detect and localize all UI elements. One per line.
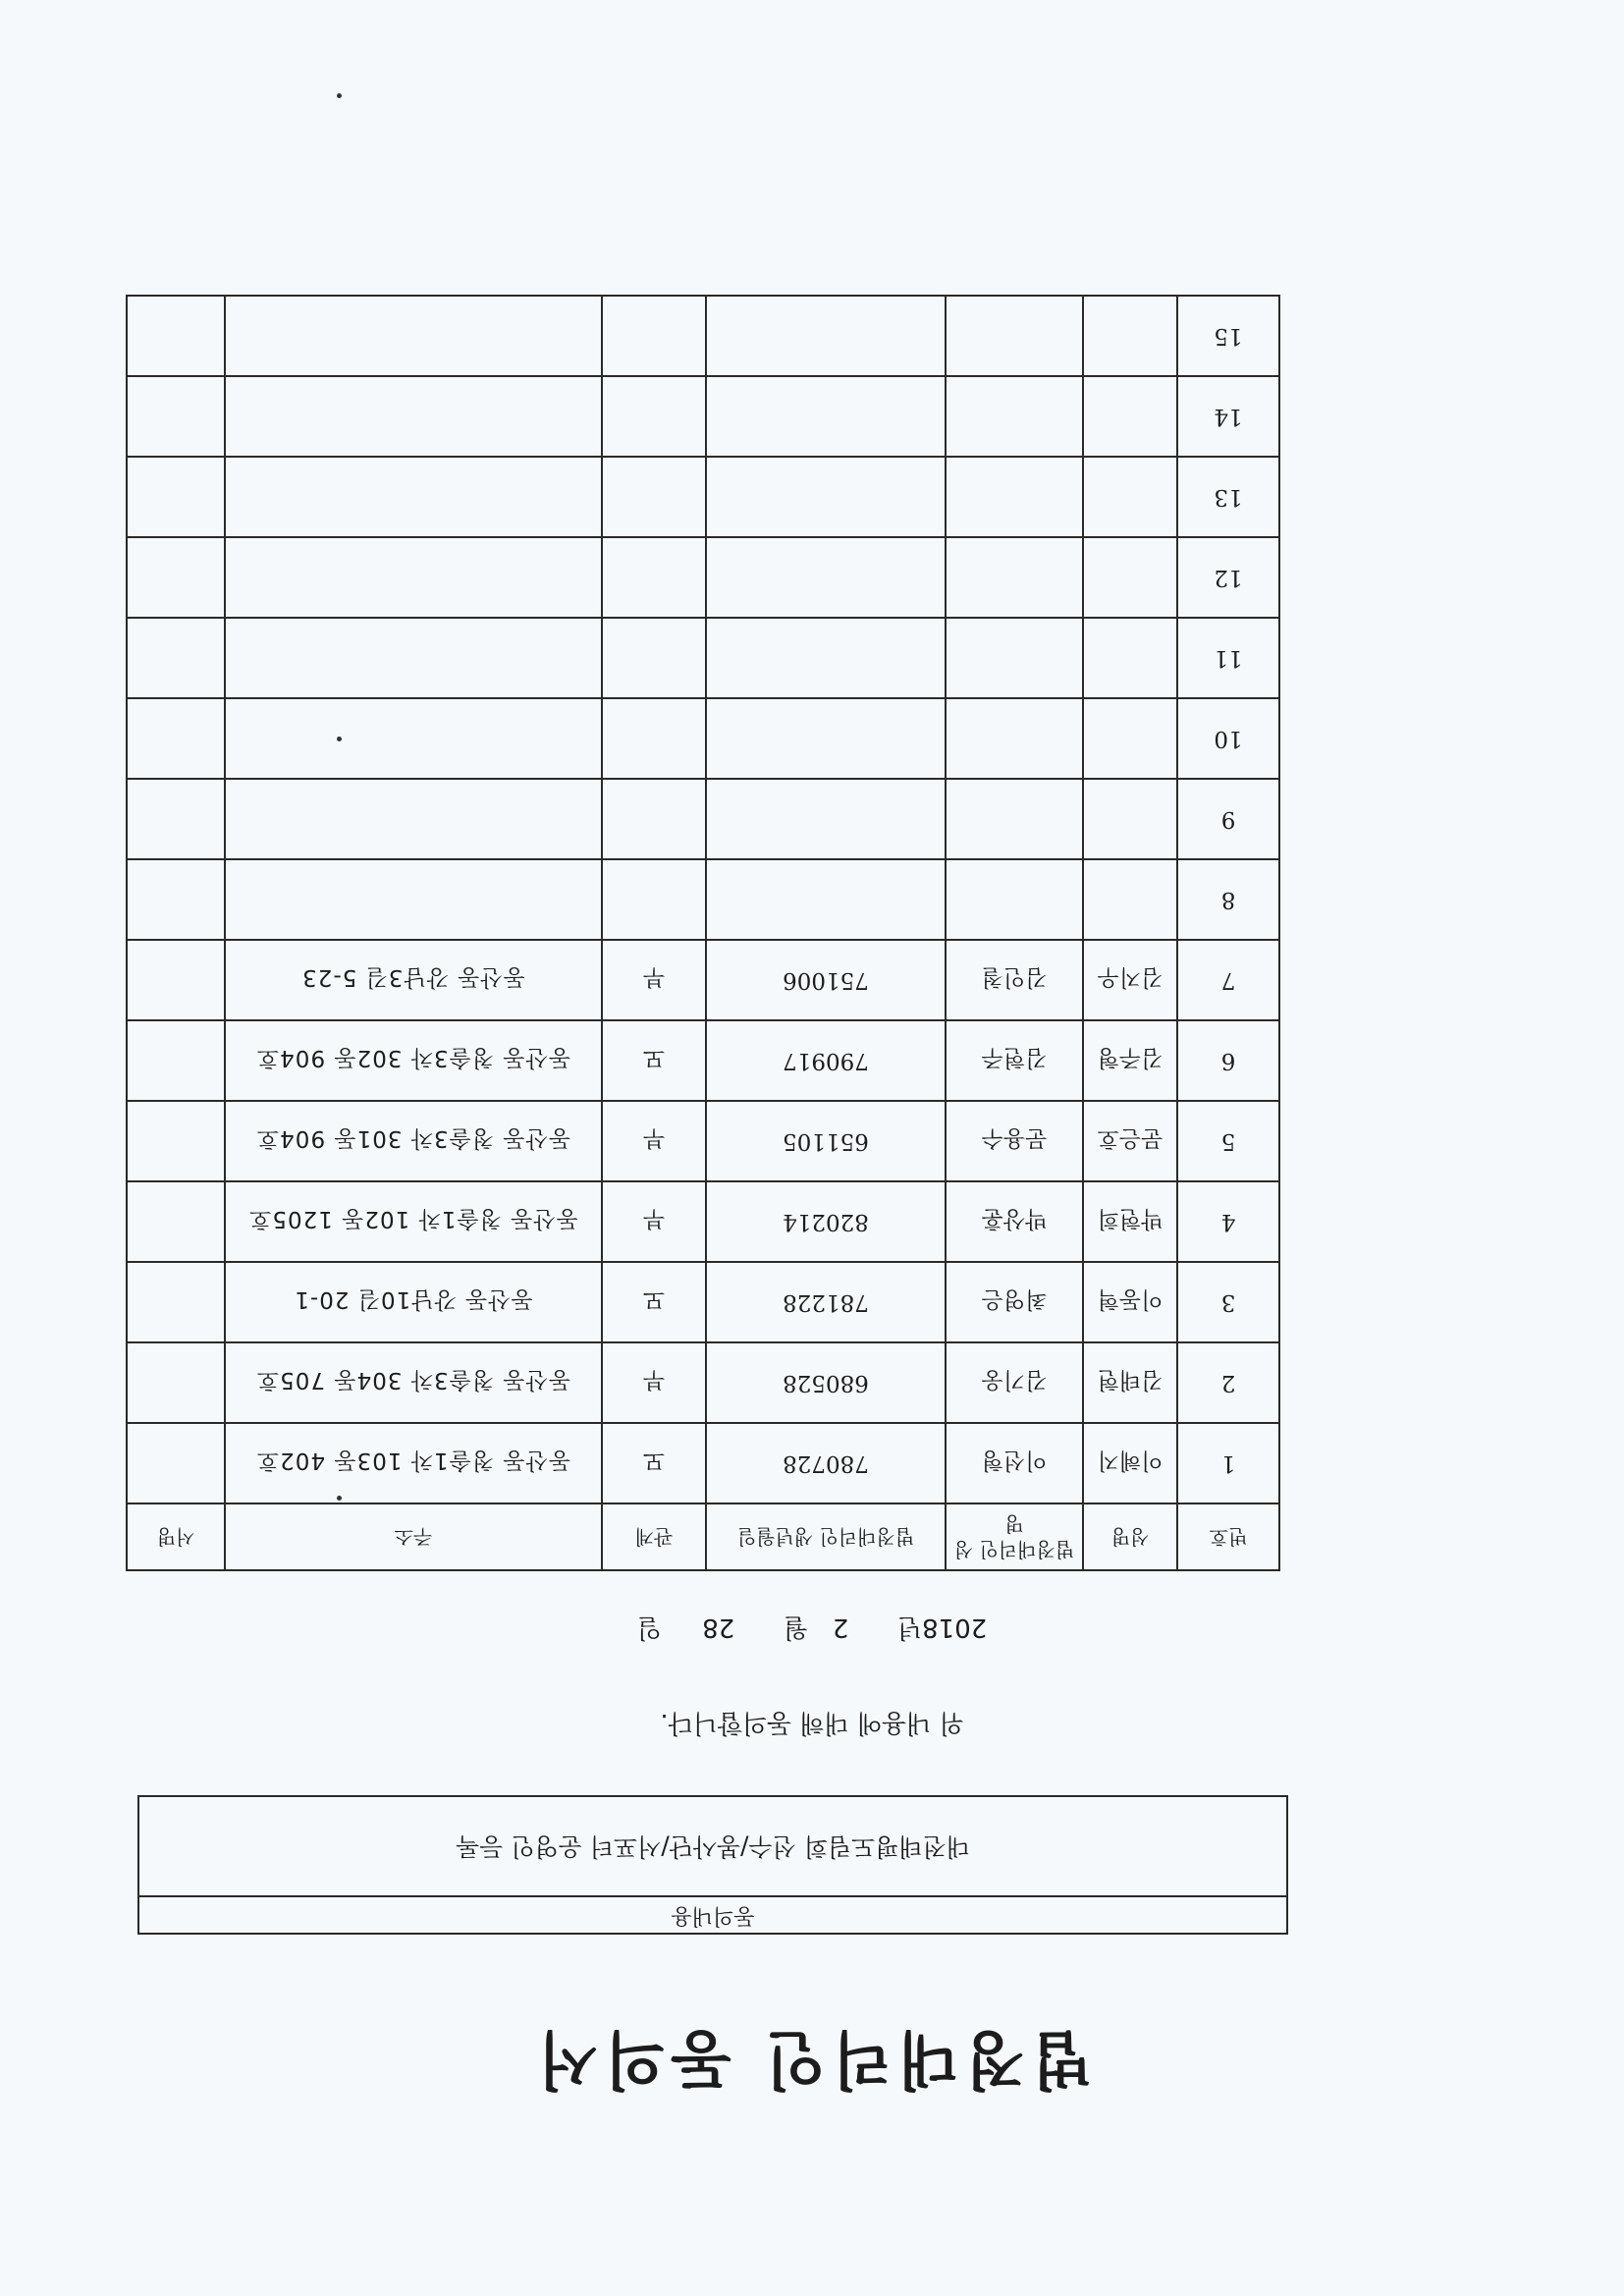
cell-guardian-birth — [706, 779, 946, 859]
cell-guardian-name: 김기웅 — [946, 1342, 1083, 1423]
cell-name: 이혜지 — [1083, 1423, 1177, 1503]
cell-relation — [602, 537, 706, 618]
cell-address: 동산동 청솔1차 103동 402호 — [225, 1423, 602, 1503]
date-year: 2018 — [922, 1613, 988, 1642]
table-row — [127, 1020, 1279, 1101]
cell-address — [225, 779, 602, 859]
cell-guardian-birth — [706, 859, 946, 940]
guardian-table — [126, 295, 1280, 1571]
table-row — [127, 1262, 1279, 1342]
table-row — [127, 1342, 1279, 1423]
cell-signature — [127, 457, 225, 537]
header-relation: 관계 — [602, 1503, 706, 1570]
header-number: 번호 — [1177, 1503, 1279, 1570]
signing-date — [0, 1612, 1624, 1648]
cell-address — [225, 376, 602, 457]
table-row — [127, 1101, 1279, 1181]
cell-relation — [602, 859, 706, 940]
cell-address: 동산동 청솔3차 301동 904호 — [225, 1101, 602, 1181]
header-address: 주소 — [225, 1503, 602, 1570]
cell-guardian-name: 문용수 — [946, 1101, 1083, 1181]
cell-guardian-name — [946, 537, 1083, 618]
cell-signature — [127, 1181, 225, 1262]
consent-box — [137, 1795, 1288, 1935]
cell-guardian-birth: 751006 — [706, 940, 946, 1020]
cell-guardian-birth: 780728 — [706, 1423, 946, 1503]
cell-address: 동산동 강남3길 5-23 — [225, 940, 602, 1020]
cell-name — [1083, 376, 1177, 457]
cell-number: 15 — [1177, 296, 1279, 376]
cell-guardian-name — [946, 296, 1083, 376]
date-month-unit: 월 — [783, 1613, 809, 1642]
cell-guardian-birth: 651105 — [706, 1101, 946, 1181]
cell-address: 동산동 청솔3차 304동 705호 — [225, 1342, 602, 1423]
cell-name: 김주형 — [1083, 1020, 1177, 1101]
cell-guardian-name: 최영은 — [946, 1262, 1083, 1342]
cell-guardian-name — [946, 698, 1083, 779]
cell-signature — [127, 1342, 225, 1423]
table-row — [127, 940, 1279, 1020]
cell-signature — [127, 296, 225, 376]
date-month: 2 — [832, 1613, 849, 1642]
cell-signature — [127, 779, 225, 859]
cell-number: 9 — [1177, 779, 1279, 859]
cell-guardian-birth — [706, 296, 946, 376]
cell-relation — [602, 296, 706, 376]
cell-number: 1 — [1177, 1423, 1279, 1503]
table-row — [127, 376, 1279, 457]
cell-guardian-birth — [706, 618, 946, 698]
cell-name — [1083, 537, 1177, 618]
cell-address: 동산동 청솔1차 102동 1205호 — [225, 1181, 602, 1262]
cell-guardian-birth — [706, 537, 946, 618]
cell-signature — [127, 859, 225, 940]
cell-signature — [127, 376, 225, 457]
scan-speck — [337, 737, 342, 741]
page-title: 법정대리인 동의서 — [531, 2022, 1093, 2095]
cell-relation — [602, 457, 706, 537]
cell-number: 13 — [1177, 457, 1279, 537]
cell-guardian-name — [946, 376, 1083, 457]
cell-address — [225, 457, 602, 537]
date-year-unit: 년 — [896, 1613, 923, 1642]
date-day-unit: 일 — [636, 1613, 662, 1642]
table-row — [127, 296, 1279, 376]
date-day: 28 — [702, 1613, 735, 1642]
cell-relation — [602, 698, 706, 779]
cell-number: 12 — [1177, 537, 1279, 618]
cell-number: 8 — [1177, 859, 1279, 940]
cell-relation — [602, 779, 706, 859]
cell-address: 동산동 청솔3차 302동 904호 — [225, 1020, 602, 1101]
cell-guardian-birth: 781228 — [706, 1262, 946, 1342]
scan-speck — [337, 1496, 342, 1501]
cell-address — [225, 618, 602, 698]
cell-address — [225, 698, 602, 779]
cell-relation: 모 — [602, 1262, 706, 1342]
scan-speck — [337, 93, 342, 98]
cell-number: 10 — [1177, 698, 1279, 779]
cell-name — [1083, 859, 1177, 940]
cell-name: 김태현 — [1083, 1342, 1177, 1423]
cell-number: 14 — [1177, 376, 1279, 457]
cell-number: 4 — [1177, 1181, 1279, 1262]
header-signature: 서명 — [127, 1503, 225, 1570]
cell-guardian-birth: 820214 — [706, 1181, 946, 1262]
cell-number: 6 — [1177, 1020, 1279, 1101]
cell-relation — [602, 376, 706, 457]
cell-guardian-birth: 790917 — [706, 1020, 946, 1101]
cell-signature — [127, 537, 225, 618]
cell-relation: 부 — [602, 1342, 706, 1423]
table-row — [127, 1423, 1279, 1503]
cell-name — [1083, 698, 1177, 779]
cell-guardian-name — [946, 618, 1083, 698]
cell-number: 7 — [1177, 940, 1279, 1020]
cell-guardian-name: 김현주 — [946, 1020, 1083, 1101]
table-row — [127, 457, 1279, 537]
cell-name: 김지우 — [1083, 940, 1177, 1020]
table-row — [127, 779, 1279, 859]
cell-signature — [127, 698, 225, 779]
agreement-statement: 위 내용에 대해 동의합니다. — [660, 1708, 964, 1737]
cell-name: 박현희 — [1083, 1181, 1177, 1262]
cell-signature — [127, 618, 225, 698]
cell-guardian-name — [946, 457, 1083, 537]
cell-relation — [602, 618, 706, 698]
cell-signature — [127, 1423, 225, 1503]
cell-number: 3 — [1177, 1262, 1279, 1342]
cell-signature — [127, 1020, 225, 1101]
cell-guardian-birth — [706, 376, 946, 457]
table-row — [127, 618, 1279, 698]
cell-name — [1083, 618, 1177, 698]
cell-name — [1083, 457, 1177, 537]
cell-name: 문은호 — [1083, 1101, 1177, 1181]
cell-guardian-name — [946, 859, 1083, 940]
cell-name: 이동혁 — [1083, 1262, 1177, 1342]
cell-number: 5 — [1177, 1101, 1279, 1181]
cell-guardian-birth: 680528 — [706, 1342, 946, 1423]
cell-name — [1083, 296, 1177, 376]
cell-guardian-name — [946, 779, 1083, 859]
cell-address — [225, 859, 602, 940]
consent-body: 대전태평도림회 선수/봉사단/서포터 운영인 등록 — [456, 1832, 970, 1861]
table-row — [127, 859, 1279, 940]
cell-relation: 모 — [602, 1020, 706, 1101]
cell-signature — [127, 1262, 225, 1342]
cell-guardian-birth — [706, 698, 946, 779]
cell-signature — [127, 1101, 225, 1181]
cell-relation: 모 — [602, 1423, 706, 1503]
header-guardian-birth: 법정대리인 생년월일 — [706, 1503, 946, 1570]
cell-guardian-name: 이선형 — [946, 1423, 1083, 1503]
cell-guardian-birth — [706, 457, 946, 537]
cell-relation: 부 — [602, 940, 706, 1020]
cell-name — [1083, 779, 1177, 859]
cell-number: 2 — [1177, 1342, 1279, 1423]
cell-signature — [127, 940, 225, 1020]
cell-number: 11 — [1177, 618, 1279, 698]
table-row — [127, 537, 1279, 618]
table-header-row — [127, 1503, 1279, 1570]
cell-address: 동산동 강남10길 20-1 — [225, 1262, 602, 1342]
header-name: 성명 — [1083, 1503, 1177, 1570]
cell-address — [225, 537, 602, 618]
cell-relation: 부 — [602, 1101, 706, 1181]
header-guardian-name: 법정대리인 성명 — [946, 1503, 1083, 1570]
consent-header: 동의내용 — [139, 1895, 1286, 1933]
cell-address — [225, 296, 602, 376]
table-row — [127, 698, 1279, 779]
cell-guardian-name: 박상훈 — [946, 1181, 1083, 1262]
cell-relation: 부 — [602, 1181, 706, 1262]
table-row — [127, 1181, 1279, 1262]
cell-guardian-name: 김인철 — [946, 940, 1083, 1020]
